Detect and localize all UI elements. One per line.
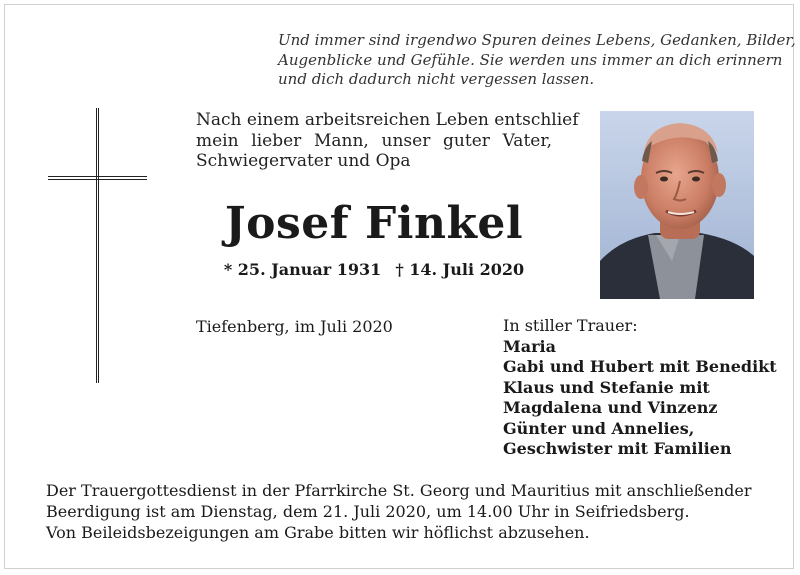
quote-line: Und immer sind irgendwo Spuren deines Lebens, Gedanken, Bilder, [278, 31, 796, 49]
memorial-quote [278, 31, 796, 90]
cross-icon [96, 108, 99, 383]
cross-icon-bar [48, 176, 147, 180]
mourner-name: Maria [503, 336, 556, 356]
mourner-name: Günter und Annelies, [503, 418, 695, 438]
mourner-name: Magdalena und Vinzenz [503, 398, 718, 417]
mourner-name: Gabi und Hubert mit Benedikt [503, 357, 777, 376]
intro-line: Schwiegervater und Opa [196, 151, 411, 171]
deceased-name: Josef Finkel [224, 198, 524, 249]
mourners-list [503, 316, 777, 460]
quote-line: Augenblicke und Gefühle. Sie werden uns immer an dich erinnern [278, 50, 783, 69]
funeral-service-info [46, 480, 766, 543]
portrait-photo [600, 111, 754, 299]
mourner-name: Klaus und Stefanie mit [503, 377, 710, 397]
birth-date: * 25. Januar 1931 [223, 260, 382, 279]
portrait-image [600, 111, 754, 299]
life-dates [196, 259, 552, 281]
place-and-date: Tiefenberg, im Juli 2020 [196, 317, 393, 336]
mourners-heading: In stiller Trauer: [503, 316, 638, 335]
mourner-name: Geschwister mit Familien [503, 439, 732, 458]
intro-line: Nach einem arbeitsreichen Leben entschlief [196, 110, 579, 130]
intro-text [196, 110, 579, 172]
quote-line: und dich dadurch nicht vergessen lassen. [278, 70, 595, 88]
intro-line: mein lieber Mann, unser guter Vater, [196, 130, 552, 151]
service-line: Von Beileidsbezeigungen am Grabe bitten wir höflichst abzusehen. [46, 523, 590, 542]
service-line: Der Trauergottesdienst in der Pfarrkirche St. Georg und Mauritius mit anschließender [46, 481, 752, 500]
service-line: Beerdigung ist am Dienstag, dem 21. Juli 2020, um 14.00 Uhr in Seifriedsberg. [46, 502, 690, 521]
death-date: † 14. Juli 2020 [395, 260, 525, 279]
